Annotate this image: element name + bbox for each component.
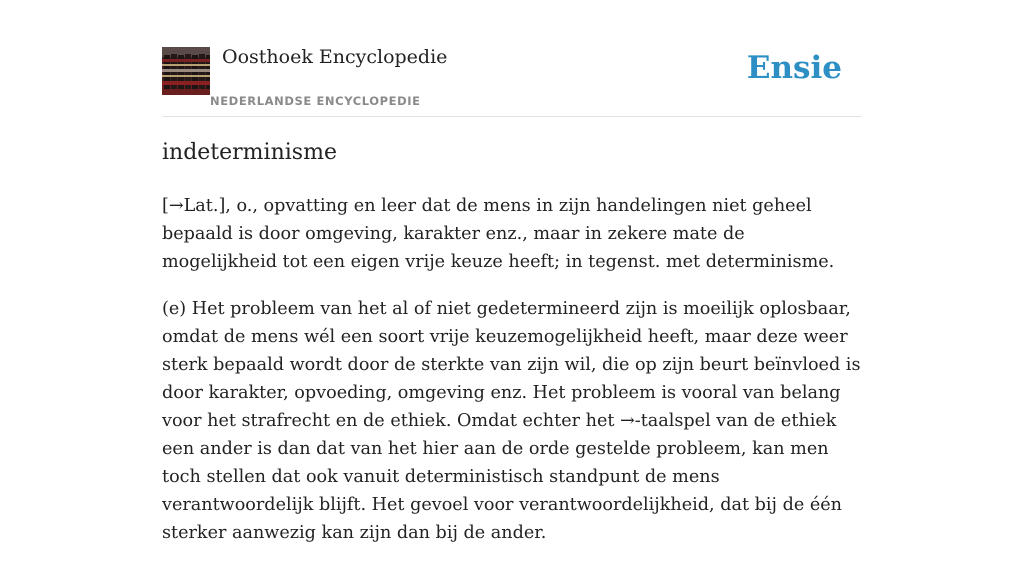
brand-logo[interactable]: Ensie	[746, 50, 842, 86]
entry-title: indeterminisme	[162, 140, 337, 165]
source-title[interactable]: Oosthoek Encyclopedie	[222, 46, 448, 68]
entry-paragraph: (e) Het probleem van het al of niet gedetermineerd zijn is moeilijk oplosbaar, omdat de mens wél een soort vrije keuzemogelijkheid heeft, maar deze weer sterk bepaald wordt door de sterkte van zijn wil, die op zijn beurt beïnvloed is door karakter, opvoeding, omgeving enz. Het probleem is vooral van belang voor het strafrecht en de ethiek. Omdat echter het →-taalspel van de ethiek een ander is dan dat van het hier aan de orde gestelde probleem, kan men toch stellen dat ook vanuit deterministisch standpunt de mens verantwoordelijk blijft. Het gevoel voor verantwoordelijkheid, dat bij de één sterker aanwezig kan zijn dan bij de ander.	[162, 299, 861, 543]
entry-paragraph: [→Lat.], o., opvatting en leer dat de mens in zijn handelingen niet geheel bepaald is door omgeving, karakter enz., maar in zekere mate de mogelijkheid tot een eigen vrije keuze heeft; in tegenst. met determinisme.	[162, 196, 835, 272]
source-subtitle: NEDERLANDSE ENCYCLOPEDIE	[210, 94, 421, 108]
header	[162, 0, 862, 117]
source-avatar[interactable]	[162, 47, 210, 95]
encyclopedia-books-icon	[162, 47, 210, 95]
entry-content	[162, 192, 862, 566]
